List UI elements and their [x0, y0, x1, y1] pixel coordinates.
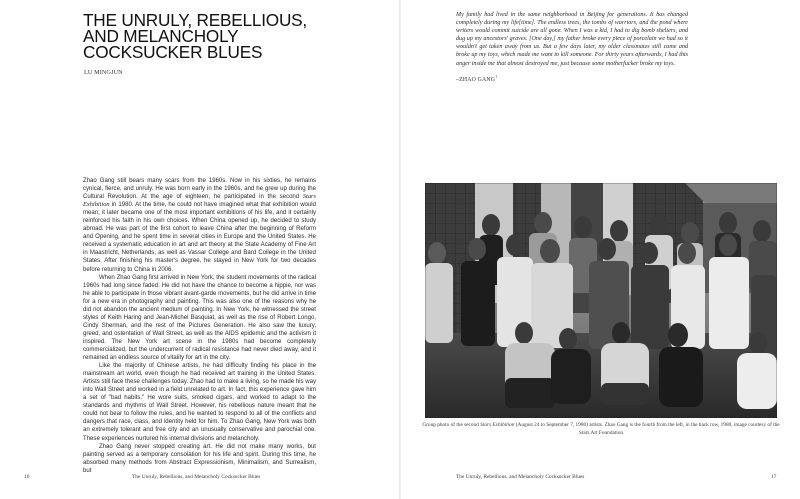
- epigraph-attribution: [456, 75, 497, 83]
- attribution-text: –ZHAO GANG: [456, 76, 496, 83]
- body-paragraph: [83, 274, 316, 363]
- caption-italic: Stars Exhibition: [480, 422, 515, 428]
- body-paragraph: [83, 443, 316, 475]
- exhibition-title-italic: Stars Exhibition: [83, 193, 316, 209]
- paragraph-text: in 1980. At the time, he could not have imagined what that exhibition would mean; it later became one of the most important exhibitions of his life, and it certainly reinforced his faith in his own choices. When China opened up, he decided to study abroad. He was part of the first cohort to leave China after the beginning of Reform and Opening, and he spent time in several cities in Europe and the United States. He received a systematic education in art and art theory at the State Academy of Fine Art in Maastricht, Netherlands, as well as Vassar College and Bard College in the United States. After finishing his master's degree, he stayed in New York for two decades before returning to China in 2006.: [83, 202, 316, 273]
- body-paragraph: [83, 362, 316, 442]
- body-paragraph: [83, 177, 316, 274]
- paragraph-text: Zhao Gang never stopped creating art. He did not make many works, but painting served as a temporary consolation for his life and spirit. During this time, he absorbed many methods from Abstract Expressionism, Minimalism, and Surrealism, but: [83, 443, 316, 474]
- footnote-marker: 1: [495, 75, 498, 79]
- title-line: AND MELANCHOLY: [83, 26, 239, 46]
- title-line: COCKSUCKER BLUES: [83, 42, 263, 62]
- author-byline: LU MINGJUN: [84, 69, 123, 76]
- paragraph-text: Like the majority of Chinese artists, he had difficulty finding his place in the mainstream art world, even though he had received art training in the United States. Artists still face these challenges today. Zhao had to make a living, so he made his way into Wall Street and worked in a field unrelated to art. In fact, this experience gave him a set of "bad habits." He wore suits, smoked cigars, and worked to adapt to the standards and rhythms of Wall Street. However, his rebellious nature meant that he could not bear to follow the rules, and he wanted to respond to all of the conflicts and dangers that race, class, and identity held for him. To Zhao Gang, New York was both an extremely tolerant and free city and an unusually conservative and parochial one. These experiences nurtured his internal divisions and melancholy.: [83, 363, 316, 442]
- people-middle-row: [425, 234, 777, 355]
- right-page: [401, 0, 800, 499]
- photo-illustration: [425, 183, 777, 418]
- group-photo: [425, 183, 777, 418]
- running-footer: The Unruly, Rebellious, and Melancholy Cocksucker Blues: [456, 474, 585, 480]
- caption-text: Group photo of the second: [422, 422, 481, 428]
- epigraph-quote: My family had lived in the same neighborhood in Beijing for generations. It has changed completely during my life[time]. The endless trees, the tombs of warriors, and the pond where writers would commit suicide are all gone. When I was a kid, I had to dig bomb shelters, and dug up my ancestors' graves. [One day,] my father broke every piece of porcelain we had so it wouldn't get taken away from us. But a few days later, my older classmates still came and broke up my toys, which made me want to kill someone. For thirty years afterwards, I had this anger inside me that almost destroyed me, just because some motherfucker broke my toys.: [456, 12, 688, 67]
- page-number: 16: [24, 474, 30, 480]
- title-line: THE UNRULY, REBELLIOUS,: [83, 10, 307, 30]
- article-title: [83, 12, 383, 60]
- article-body: [83, 177, 316, 475]
- caption-text: (August 24 to September 7, 1980) artists. Zhao Gang is the fourth from the left, in the back row, 1980, image courtesy of the Stars Art Foundation: [514, 422, 780, 437]
- paragraph-text: When Zhao Gang first arrived in New York, the student movements of the radical 1960s had long since faded. He did not have the chance to become a hippie, nor was he able to participate in those vibrant avant-garde movements, but he did arrive in time for a new era in photography and painting. This was also one of the reasons why he did not abandon the ancient medium of painting. In New York, he witnessed the street styles of Keith Haring and Jean-Michel Basquiat, as well as the rise of Robert Longo, Cindy Sherman, and the rest of the Pictures Generation. He also saw the luxury, greed, and ostentation of Wall Street, as well as the AIDS epidemic and the activism it inspired. The New York art scene in the 1980s had become completely commercialized, but the undercurrent of radical resistance had never died away, and it remained an endless source of vitality for art in the city.: [83, 274, 316, 362]
- running-footer: The Unruly, Rebellious, and Melancholy Cocksucker Blues: [132, 474, 261, 480]
- page-number: 17: [771, 474, 777, 480]
- left-page: [0, 0, 399, 499]
- paragraph-text: Zhao Gang still bears many scars from the 1960s. Now in his sixties, he remains cynical, fierce, and unruly. He was born early in the 1960s, and he grew up during the Cultural Revolution. At the age of eighteen, he participated in the second: [83, 178, 316, 201]
- photo-caption: [419, 421, 783, 438]
